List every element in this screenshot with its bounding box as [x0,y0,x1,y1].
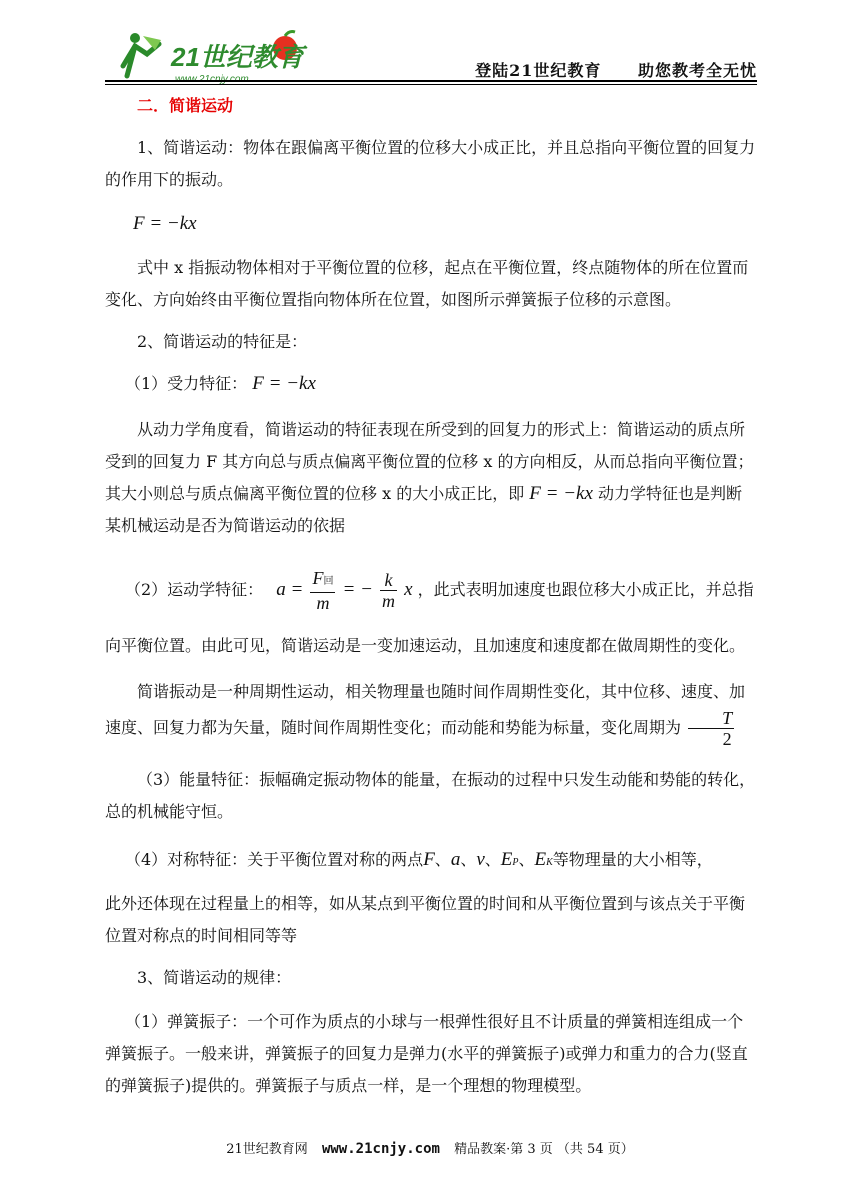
dynamics-formula: F = −kx [529,483,593,504]
paragraph-features-title: 2、简谐运动的特征是： [137,332,308,351]
kinematics-text: ，此式表明加速度也跟位移大小成正比，并总指 [417,580,754,599]
kinematics-x: x [404,579,413,600]
fraction-t-over-2: $\frac{T}{2}$ [688,708,734,749]
paragraph-kinematics-cont: 向平衡位置。由此可见，简谐运动是一变加速运动，且加速度和速度都在做周期性的变化。 [105,636,746,655]
paragraph-symmetry: （4）对称特征：关于平衡位置对称的两点F、a、v、EP、EK等物理量的大小相等， [125,849,713,870]
fraction-f-over-m: $\frac{\text{F回}}{m}$ [312,568,334,613]
paragraph-laws-title: 3、简谐运动的规律： [137,968,292,987]
fraction-k-over-m: $\frac{k}{m}$ [382,570,396,611]
footer-url[interactable]: www.21cnjy.com [321,1141,440,1157]
page-footer [0,1138,860,1157]
section-title: 二．简谐运动 [137,96,234,115]
page-header [105,20,757,86]
kinematics-label: （2）运动学特征： [125,580,264,599]
dynamics-text: 从动力学角度看，简谐运动的特征表现在所受到的回复力的形式上：简谐运动的质点所受到的回复力 F 其方向总与质点偏离平衡位置的位移 x 的方向相反，从而总指向平衡位置；其大小则总与质点偏离平衡位置的位移 x 的大小成正比，即 [105,420,754,503]
header-rule-thin [105,84,757,85]
paragraph-symmetry-cont: 此外还体现在过程量上的相等，如从某点到平衡位置的时间和从平衡位置到与该点关于平衡位置对称点的时间相同等等 [105,894,746,945]
footer-page-info: 精品教案·第 3 页 （共 54 页） [454,1142,634,1157]
paragraph-force-feature [125,372,316,396]
svg-text:21世纪教育: 21世纪教育 [171,42,304,72]
paragraph-definition: 1、简谐运动：物体在跟偏离平衡位置的位移大小成正比，并且总指向平衡位置的回复力的作用下的振动。 [105,138,756,189]
slogan-right: 助您教考全无忧 [637,61,757,80]
logo-21cnjy [113,26,333,86]
slogan-left: 登陆21世纪教育 [475,61,602,80]
kinematics-eq: = − [342,579,373,600]
dynamics-text-tail: 动力学特征也是判断某机械运动是否为简谐运动的依据 [105,484,743,535]
header-rule [105,80,757,82]
header-slogan [445,58,757,81]
force-feature-label: （1）受力特征： [125,374,248,393]
paragraph-spring-oscillator: （1）弹簧振子：一个可作为质点的小球与一根弹性很好且不计质量的弹簧相连组成一个弹簧振子。一般来讲，弹簧振子的回复力是弹力(水平的弹簧振子)或弹力和重力的合力(竖直的弹簧振子)提供的。弹簧振子与质点一样，是一个理想的物理模型。 [105,1012,748,1095]
periodicity-text: 简谐振动是一种周期性运动，相关物理量也随时间作周期性变化，其中位移、速度、加速度、回复力都为矢量，随时间作周期性变化；而动能和势能为标量，变化周期为 [105,682,746,737]
formula-restoring-force: F = −kx [133,213,197,234]
kinematics-a: a = [276,579,304,600]
paragraph-dynamics [105,414,757,542]
paragraph-displacement: 式中 x 指振动物体相对于平衡位置的位移，起点在平衡位置，终点随物体的所在位置而变化、方向始终由平衡位置指向物体所在位置，如图所示弹簧振子位移的示意图。 [105,258,749,309]
paragraph-periodicity [105,676,757,749]
footer-site: 21世纪教育网 [226,1142,308,1157]
force-feature-formula: F = −kx [252,373,316,394]
paragraph-energy: （3）能量特征：振幅确定振动物体的能量，在振动的过程中只发生动能和势能的转化，总的机械能守恒。 [105,770,756,821]
paragraph-kinematics [125,568,757,613]
